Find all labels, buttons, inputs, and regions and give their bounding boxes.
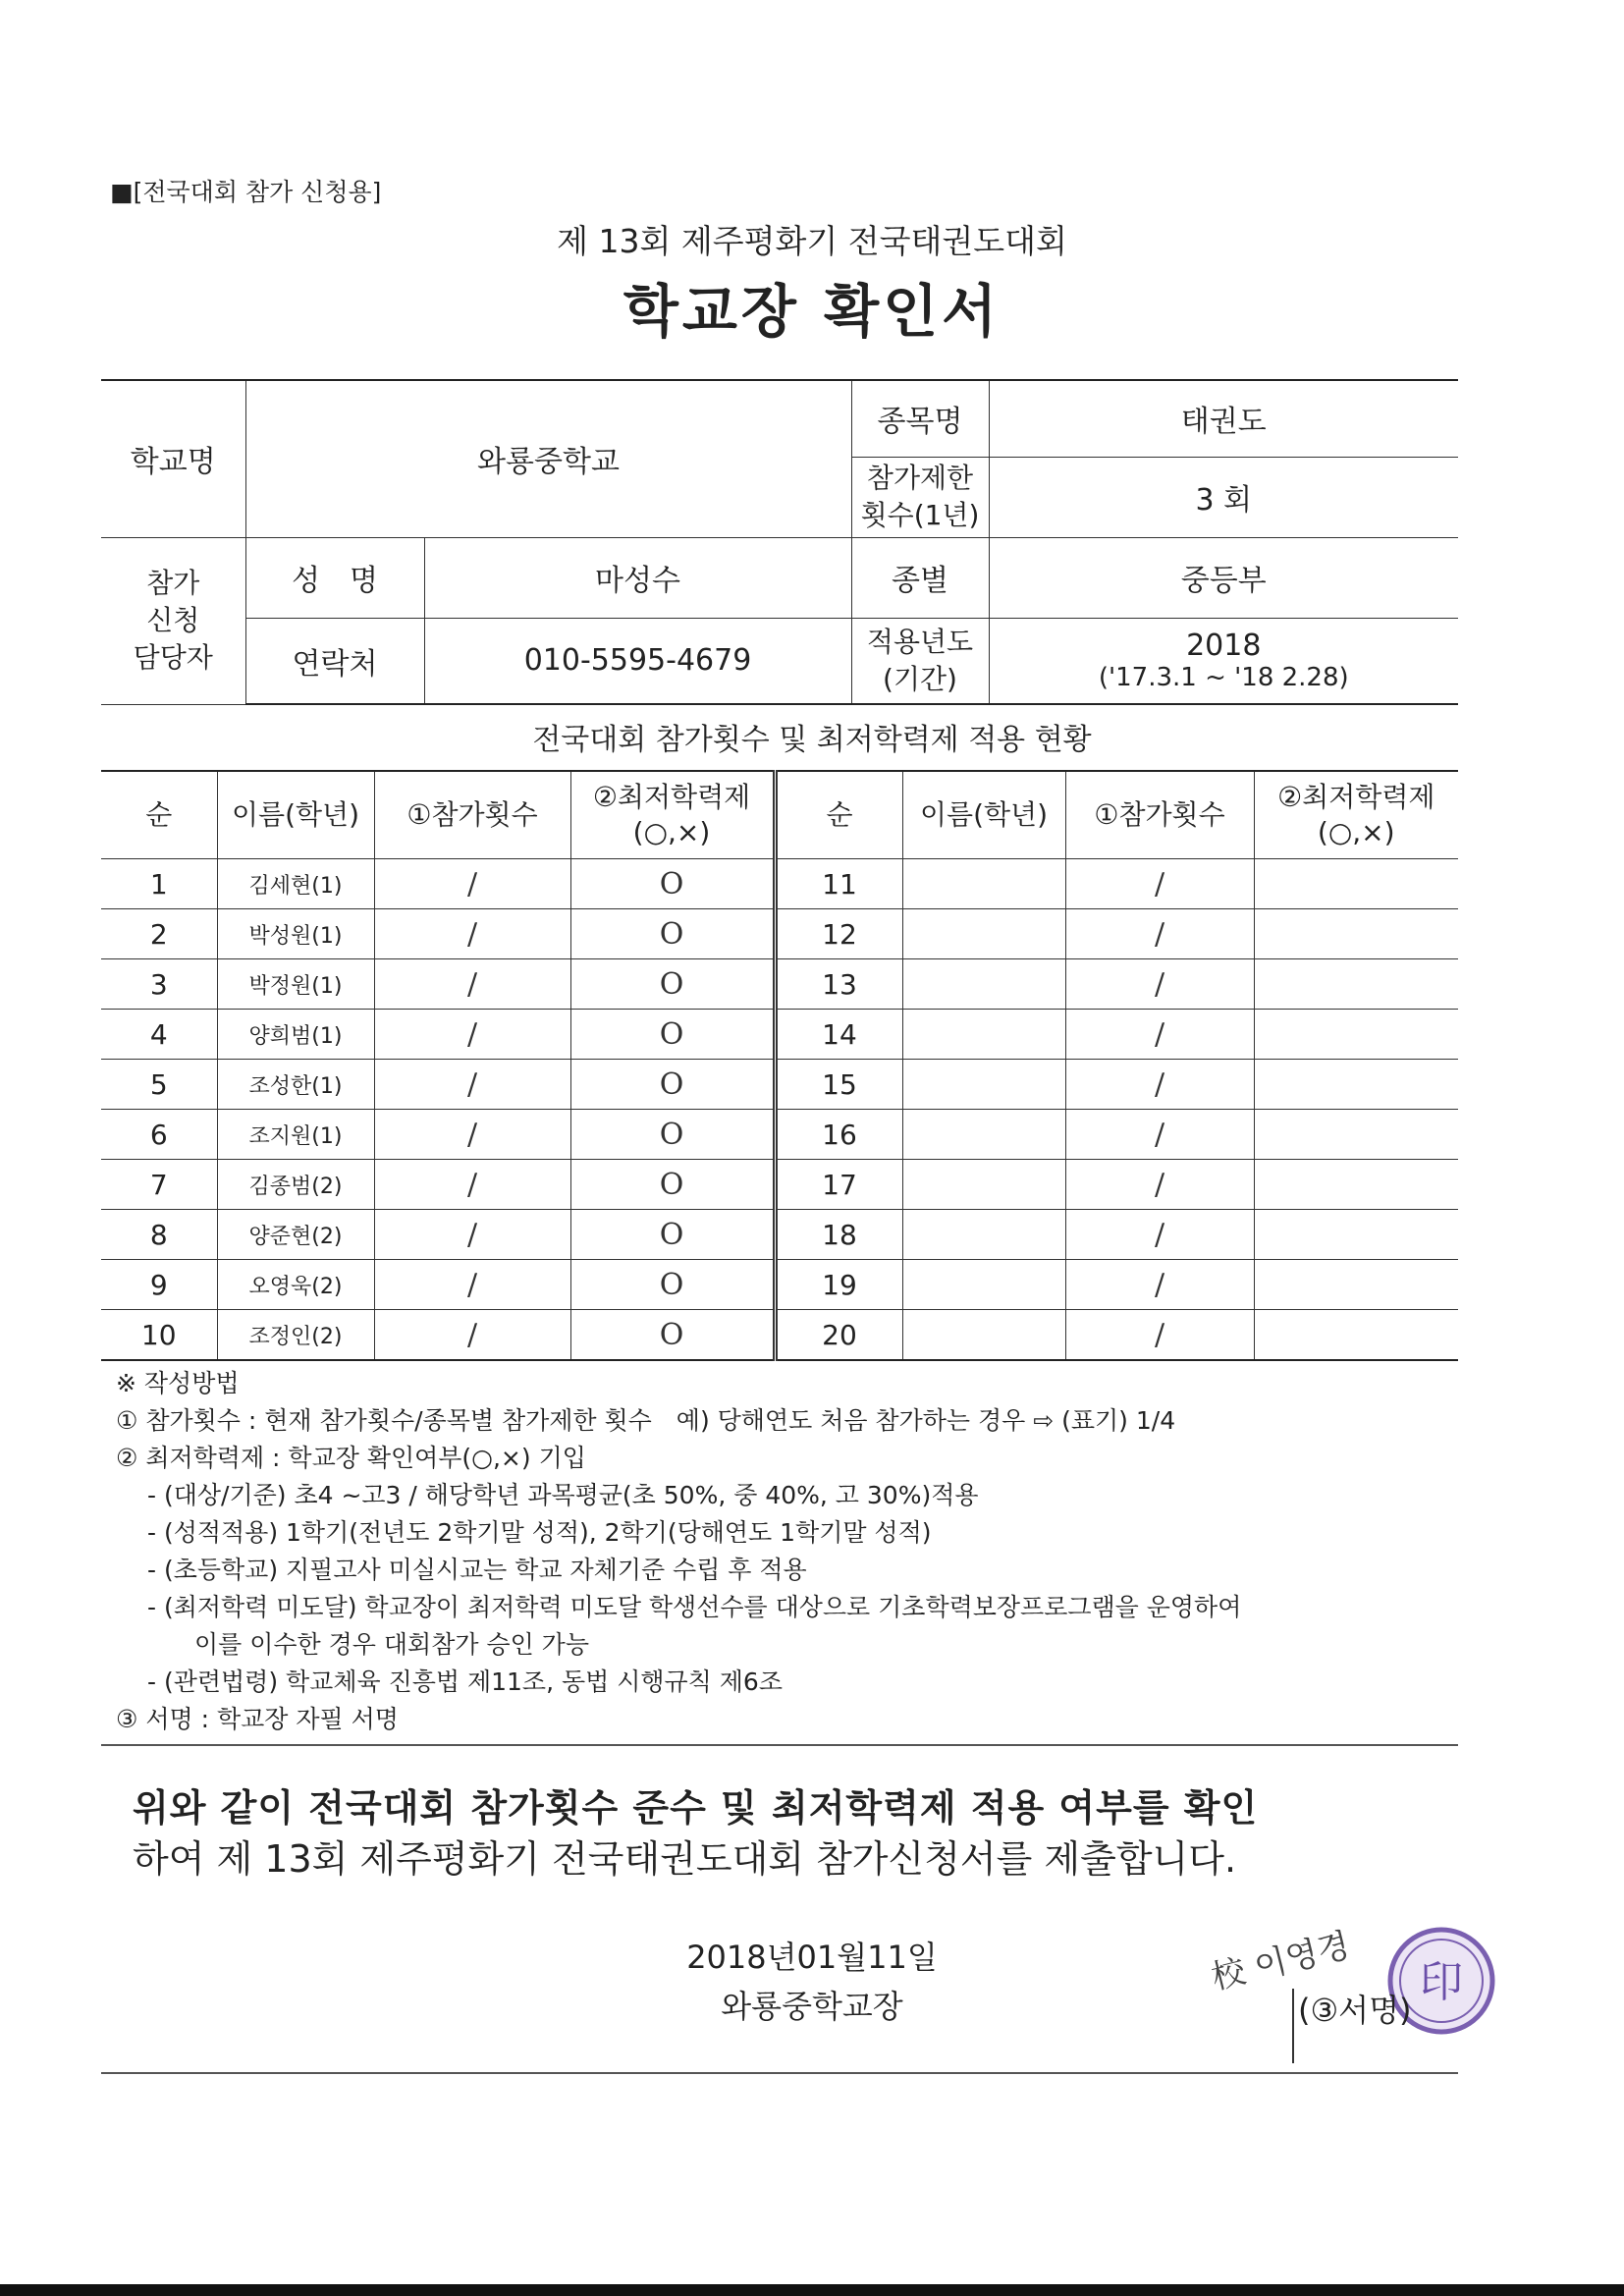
handwritten-signature: 校 이영경 <box>1210 1925 1354 1998</box>
instructions <box>116 1365 1471 1738</box>
row-academic-left: O <box>570 1010 775 1060</box>
row-no-right: 17 <box>775 1160 902 1210</box>
row-no-left: 2 <box>101 909 217 959</box>
year-label <box>851 618 989 704</box>
year-period: ('17.3.1 ~ '18 2.28) <box>1098 663 1349 693</box>
header-academic-right-line1: ②최저학력제 <box>1277 781 1435 813</box>
header-no: 순 <box>101 771 217 859</box>
table-row <box>101 1010 1458 1060</box>
row-academic-right <box>1254 1060 1458 1110</box>
year-cell <box>989 618 1458 704</box>
instructions-line: - (성적적용) 1학기(전년도 2학기말 성적), 2학기(당해연도 1학기말 성적) <box>147 1518 932 1547</box>
row-name-left: 박정원(1) <box>217 959 374 1010</box>
row-name-left: 김세현(1) <box>217 859 374 909</box>
header-academic-right-line2: (○,×) <box>1317 816 1395 848</box>
row-name-right <box>902 1210 1065 1260</box>
row-no-right: 18 <box>775 1210 902 1260</box>
issue-date: 2018년01월11일 <box>686 1939 938 1976</box>
table-row <box>101 959 1458 1010</box>
row-academic-left: O <box>570 1110 775 1160</box>
document-title: 학교장 확인서 <box>623 278 1001 345</box>
header-academic-right <box>1254 771 1458 859</box>
row-academic-right <box>1254 1260 1458 1310</box>
row-count-right: / <box>1065 1310 1254 1361</box>
instructions-heading: ※ 작성방법 <box>116 1369 240 1397</box>
table-row <box>101 1160 1458 1210</box>
row-no-left: 1 <box>101 859 217 909</box>
confirmation-line1: 위와 같이 전국대회 참가횟수 준수 및 최저학력제 적용 여부를 확인 <box>133 1786 1259 1830</box>
row-academic-left: O <box>570 1310 775 1361</box>
manager-label-line2: 신청 <box>146 604 200 636</box>
row-name-right <box>902 1060 1065 1110</box>
row-count-left: / <box>374 1060 570 1110</box>
row-academic-right <box>1254 859 1458 909</box>
row-no-right: 19 <box>775 1260 902 1310</box>
manager-label <box>101 537 245 704</box>
event-value: 태권도 <box>989 380 1458 457</box>
row-name-right <box>902 1310 1065 1361</box>
roster-table <box>101 770 1458 1361</box>
row-count-right: / <box>1065 859 1254 909</box>
table-row <box>101 1310 1458 1361</box>
row-name-left: 조정인(2) <box>217 1310 374 1361</box>
row-academic-left: O <box>570 1160 775 1210</box>
row-name-left: 양희범(1) <box>217 1010 374 1060</box>
row-no-left: 5 <box>101 1060 217 1110</box>
row-no-right: 15 <box>775 1060 902 1110</box>
instructions-line: 이를 이수한 경우 대회참가 승인 가능 <box>194 1630 589 1659</box>
roster-title: 전국대회 참가횟수 및 최저학력제 적용 현황 <box>532 723 1092 757</box>
row-academic-right <box>1254 1010 1458 1060</box>
row-no-left: 8 <box>101 1210 217 1260</box>
contact-label: 연락처 <box>245 618 424 704</box>
table-row <box>101 859 1458 909</box>
row-academic-right <box>1254 1110 1458 1160</box>
confirmation-statement <box>133 1782 1507 1885</box>
row-no-right: 11 <box>775 859 902 909</box>
row-name-right <box>902 1260 1065 1310</box>
instructions-line: ② 최저학력제 : 학교장 확인여부(○,×) 기입 <box>116 1444 586 1472</box>
name-label: 성 명 <box>245 537 424 618</box>
table-row <box>101 909 1458 959</box>
row-count-left: / <box>374 859 570 909</box>
row-name-left: 오영욱(2) <box>217 1260 374 1310</box>
divider <box>101 1744 1458 1746</box>
row-no-left: 7 <box>101 1160 217 1210</box>
row-no-left: 6 <box>101 1110 217 1160</box>
row-name-right <box>902 1010 1065 1060</box>
row-name-left: 양준현(2) <box>217 1210 374 1260</box>
row-no-right: 13 <box>775 959 902 1010</box>
row-count-left: / <box>374 1010 570 1060</box>
row-no-right: 12 <box>775 909 902 959</box>
manager-label-line1: 참가 <box>146 567 200 599</box>
signature-label: (③서명) <box>1298 1992 1412 2029</box>
year-label-line2: (기간) <box>883 662 957 695</box>
row-count-left: / <box>374 1110 570 1160</box>
limit-label-line1: 참가제한 <box>866 462 974 494</box>
row-academic-left: O <box>570 959 775 1010</box>
row-academic-right <box>1254 1160 1458 1210</box>
school-label: 학교명 <box>101 380 245 537</box>
header-count-right: ①참가횟수 <box>1065 771 1254 859</box>
division-label: 종별 <box>851 537 989 618</box>
school-value: 와룡중학교 <box>245 380 851 537</box>
header-count: ①참가횟수 <box>374 771 570 859</box>
row-academic-right <box>1254 909 1458 959</box>
header-no-right: 순 <box>775 771 902 859</box>
row-name-right <box>902 909 1065 959</box>
row-count-right: / <box>1065 1010 1254 1060</box>
row-count-left: / <box>374 959 570 1010</box>
instructions-line: - (최저학력 미도달) 학교장이 최저학력 미도달 학생선수를 대상으로 기초학력보장프로그램을 운영하여 <box>147 1593 1242 1621</box>
form-usage-tag: ■[전국대회 참가 신청용] <box>110 178 382 206</box>
row-academic-left: O <box>570 1260 775 1310</box>
row-academic-left: O <box>570 1060 775 1110</box>
division-value: 중등부 <box>989 537 1458 618</box>
row-count-left: / <box>374 909 570 959</box>
row-name-left: 조지원(1) <box>217 1110 374 1160</box>
limit-label <box>851 457 989 537</box>
row-count-right: / <box>1065 1260 1254 1310</box>
row-name-right <box>902 859 1065 909</box>
event-label: 종목명 <box>851 380 989 457</box>
table-row <box>101 1260 1458 1310</box>
limit-value: 3 회 <box>989 457 1458 537</box>
row-academic-left: O <box>570 909 775 959</box>
year-label-line1: 적용년도 <box>866 625 974 658</box>
limit-label-line2: 횟수(1년) <box>860 499 980 531</box>
divider <box>101 2072 1458 2074</box>
event-subtitle: 제 13회 제주평화기 전국태권도대회 <box>557 222 1067 260</box>
info-table <box>101 379 1458 705</box>
row-name-left: 김종범(2) <box>217 1160 374 1210</box>
header-academic-line2: (○,×) <box>632 816 711 848</box>
row-name-left: 박성원(1) <box>217 909 374 959</box>
header-name-right: 이름(학년) <box>902 771 1065 859</box>
scan-edge <box>0 2284 1624 2296</box>
official-seal: 印 <box>1420 1957 1463 2007</box>
row-no-right: 16 <box>775 1110 902 1160</box>
row-no-right: 20 <box>775 1310 902 1361</box>
row-count-right: / <box>1065 1060 1254 1110</box>
instructions-line: ③ 서명 : 학교장 자필 서명 <box>116 1705 399 1733</box>
row-no-right: 14 <box>775 1010 902 1060</box>
row-count-right: / <box>1065 1210 1254 1260</box>
row-count-right: / <box>1065 1160 1254 1210</box>
instructions-line: - (관련법령) 학교체육 진흥법 제11조, 동법 시행규칙 제6조 <box>147 1667 783 1696</box>
name-value: 마성수 <box>424 537 851 618</box>
row-count-right: / <box>1065 1110 1254 1160</box>
row-count-left: / <box>374 1260 570 1310</box>
year-value: 2018 <box>1186 629 1262 664</box>
principal-name: 와룡중학교장 <box>721 1988 903 2025</box>
row-count-right: / <box>1065 959 1254 1010</box>
instructions-line: - (대상/기준) 초4 ~고3 / 해당학년 과목평균(초 50%, 중 40%, 고 30%)적용 <box>147 1481 979 1509</box>
header-academic <box>570 771 775 859</box>
row-academic-right <box>1254 959 1458 1010</box>
manager-label-line3: 담당자 <box>133 641 213 674</box>
row-count-left: / <box>374 1160 570 1210</box>
row-academic-right <box>1254 1310 1458 1361</box>
row-count-left: / <box>374 1310 570 1361</box>
row-name-right <box>902 959 1065 1010</box>
table-row <box>101 1210 1458 1260</box>
table-row <box>101 1110 1458 1160</box>
row-name-right <box>902 1160 1065 1210</box>
contact-value: 010-5595-4679 <box>424 618 851 704</box>
row-name-left: 조성한(1) <box>217 1060 374 1110</box>
row-academic-right <box>1254 1210 1458 1260</box>
row-no-left: 4 <box>101 1010 217 1060</box>
row-no-left: 10 <box>101 1310 217 1361</box>
instructions-line: ① 참가횟수 : 현재 참가횟수/종목별 참가제한 횟수 예) 당해연도 처음 참가하는 경우 ⇨ (표기) 1/4 <box>116 1406 1176 1435</box>
row-academic-left: O <box>570 1210 775 1260</box>
row-count-left: / <box>374 1210 570 1260</box>
table-row <box>101 1060 1458 1110</box>
row-name-right <box>902 1110 1065 1160</box>
row-count-right: / <box>1065 909 1254 959</box>
row-no-left: 9 <box>101 1260 217 1310</box>
instructions-line: - (초등학교) 지필고사 미실시교는 학교 자체기준 수립 후 적용 <box>147 1556 807 1584</box>
header-academic-line1: ②최저학력제 <box>592 781 751 813</box>
row-no-left: 3 <box>101 959 217 1010</box>
header-name: 이름(학년) <box>217 771 374 859</box>
row-academic-left: O <box>570 859 775 909</box>
confirmation-line2: 하여 제 13회 제주평화기 전국태권도대회 참가신청서를 제출합니다. <box>133 1837 1237 1881</box>
